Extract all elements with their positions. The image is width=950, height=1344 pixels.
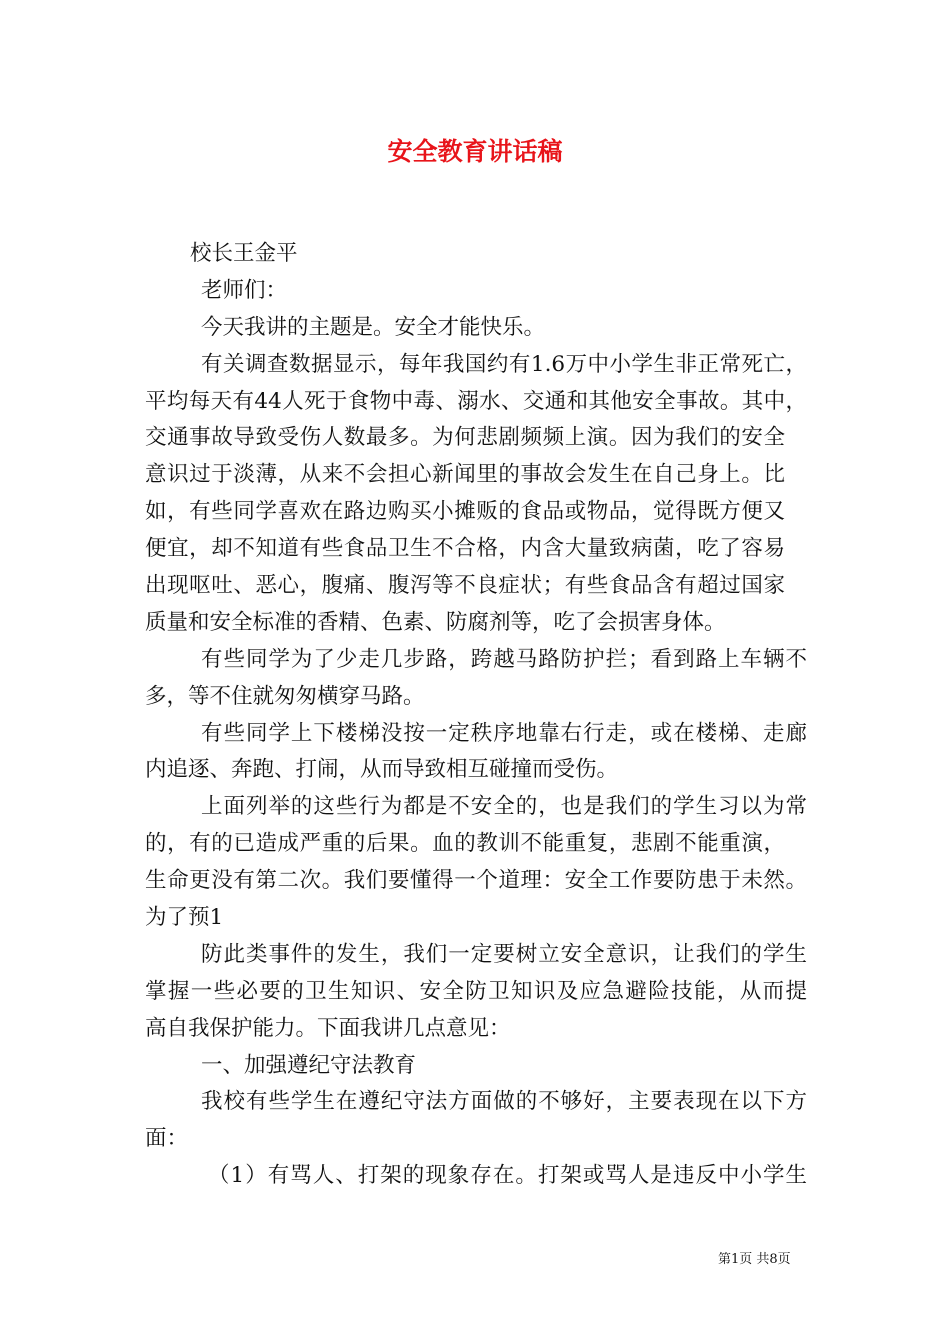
text-line: 面： <box>145 1126 189 1152</box>
author-line: 校长王金平 <box>190 241 298 266</box>
text-line: 今天我讲的主题是。安全才能快乐。 <box>201 314 546 340</box>
text-line: 有些同学上下楼梯没按一定秩序地靠右行走，或在楼梯、走廊 <box>201 720 807 746</box>
text-line: 高自我保护能力。下面我讲几点意见： <box>145 1015 511 1041</box>
text-line: 多，等不住就匆匆横穿马路。 <box>145 683 425 709</box>
document-title: 安全教育讲话稿 <box>387 137 563 166</box>
text-line: 防此类事件的发生，我们一定要树立安全意识，让我们的学生 <box>201 941 807 967</box>
text-line: 交通事故导致受伤人数最多。为何悲剧频频上演。因为我们的安全 <box>145 425 785 451</box>
text-line: 有些同学为了少走几步路，跨越马路防护拦；看到路上车辆不 <box>201 646 807 672</box>
document-body <box>145 236 807 1195</box>
text-line: 意识过于淡薄，从来不会担心新闻里的事故会发生在自己身上。比 <box>145 462 785 488</box>
text-line: （1）有骂人、打架的现象存在。打架或骂人是违反中小学生 <box>208 1163 807 1189</box>
text-line: 出现呕吐、恶心，腹痛、腹泻等不良症状；有些食品含有超过国家 <box>145 573 785 599</box>
text-line: 上面列举的这些行为都是不安全的，也是我们的学生习以为常 <box>201 794 807 820</box>
text-line: 我校有些学生在遵纪守法方面做的不够好，主要表现在以下方 <box>201 1089 807 1115</box>
text-line: 如，有些同学喜欢在路边购买小摊贩的食品或物品，觉得既方便又 <box>145 499 785 525</box>
text-line: 内追逐、奔跑、打闹，从而导致相互碰撞而受伤。 <box>145 757 619 783</box>
page-number: 第1页 共8页 <box>718 1252 791 1267</box>
text-line: 为了预1 <box>145 905 224 931</box>
text-line: 平均每天有44人死于食物中毒、溺水、交通和其他安全事故。其中， <box>145 388 807 414</box>
salutation: 老师们： <box>201 277 288 303</box>
text-line: 的，有的已造成严重的后果。血的教训不能重复，悲剧不能重演， <box>145 831 785 857</box>
text-line: 质量和安全标准的香精、色素、防腐剂等，吃了会损害身体。 <box>145 609 726 635</box>
text-line: 有关调查数据显示，每年我国约有1.6万中小学生非正常死亡， <box>201 351 807 377</box>
text-line: 便宜，却不知道有些食品卫生不合格，内含大量致病菌，吃了容易 <box>145 536 785 562</box>
section-heading: 一、加强遵纪守法教育 <box>201 1052 417 1078</box>
text-line: 掌握一些必要的卫生知识、安全防卫知识及应急避险技能，从而提 <box>145 978 807 1004</box>
text-line: 生命更没有第二次。我们要懂得一个道理：安全工作要防患于未然。 <box>145 868 807 894</box>
